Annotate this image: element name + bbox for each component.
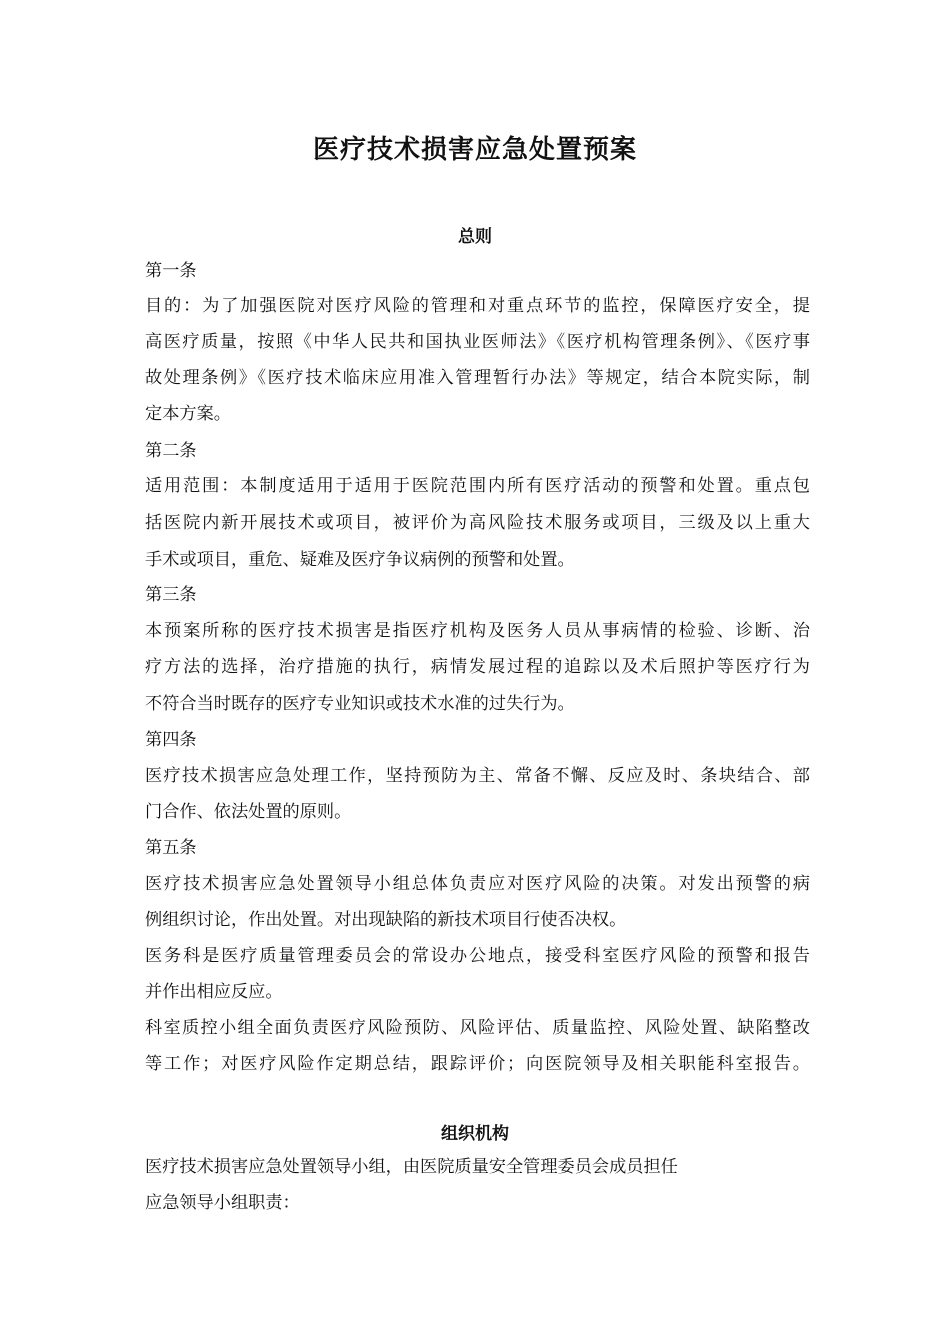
article-5-line-4: 并作出相应反应。 [145,982,283,1002]
organization-line-2: 应急领导小组职责： [145,1193,300,1213]
article-5-line-1: 医疗技术损害应急处置领导小组总体负责应对医疗风险的决策。对发出预警的病 [145,874,810,894]
organization-line-1: 医疗技术损害应急处置领导小组，由医院质量安全管理委员会成员担任 [145,1157,678,1177]
article-4-label: 第四条 [145,730,197,750]
article-4-line-1: 医疗技术损害应急处理工作，坚持预防为主、常备不懈、反应及时、条块结合、部 [145,766,810,786]
article-5-line-5: 科室质控小组全面负责医疗风险预防、风险评估、质量监控、风险处置、缺陷整改 [145,1018,810,1038]
article-1-label: 第一条 [145,261,197,281]
document-title: 医疗技术损害应急处置预案 [312,135,637,165]
article-3-line-3: 不符合当时既存的医疗专业知识或技术水准的过失行为。 [145,694,575,714]
article-5-line-6: 等工作；对医疗风险作定期总结，跟踪评价；向医院领导及相关职能科室报告。 [145,1054,810,1074]
article-5-label: 第五条 [145,838,197,858]
article-5-line-3: 医务科是医疗质量管理委员会的常设办公地点，接受科室医疗风险的预警和报告 [145,946,810,966]
article-2-line-3: 手术或项目，重危、疑难及医疗争议病例的预警和处置。 [145,550,575,570]
section-heading-organization: 组织机构 [441,1124,509,1144]
article-1-line-3: 故处理条例》《医疗技术临床应用准入管理暂行办法》等规定，结合本院实际，制 [145,368,810,388]
article-2-line-1: 适用范围：本制度适用于适用于医院范围内所有医疗活动的预警和处置。重点包 [145,476,810,496]
article-3-line-1: 本预案所称的医疗技术损害是指医疗机构及医务人员从事病情的检验、诊断、治 [145,621,810,641]
article-3-line-2: 疗方法的选择，治疗措施的执行，病情发展过程的追踪以及术后照护等医疗行为 [145,657,810,677]
article-2-label: 第二条 [145,441,197,461]
article-1-line-1: 目的：为了加强医院对医疗风险的管理和对重点环节的监控，保障医疗安全，提 [145,296,810,316]
article-3-label: 第三条 [145,585,197,605]
article-1-line-2: 高医疗质量，按照《中华人民共和国执业医师法》《医疗机构管理条例》、《医疗事 [145,332,810,352]
article-2-line-2: 括医院内新开展技术或项目，被评价为高风险技术服务或项目，三级及以上重大 [145,513,810,533]
article-4-line-2: 门合作、依法处置的原则。 [145,802,352,822]
section-heading-general: 总则 [458,227,492,247]
article-1-line-4: 定本方案。 [145,404,231,424]
article-5-line-2: 例组织讨论，作出处置。对出现缺陷的新技术项目行使否决权。 [145,910,627,930]
